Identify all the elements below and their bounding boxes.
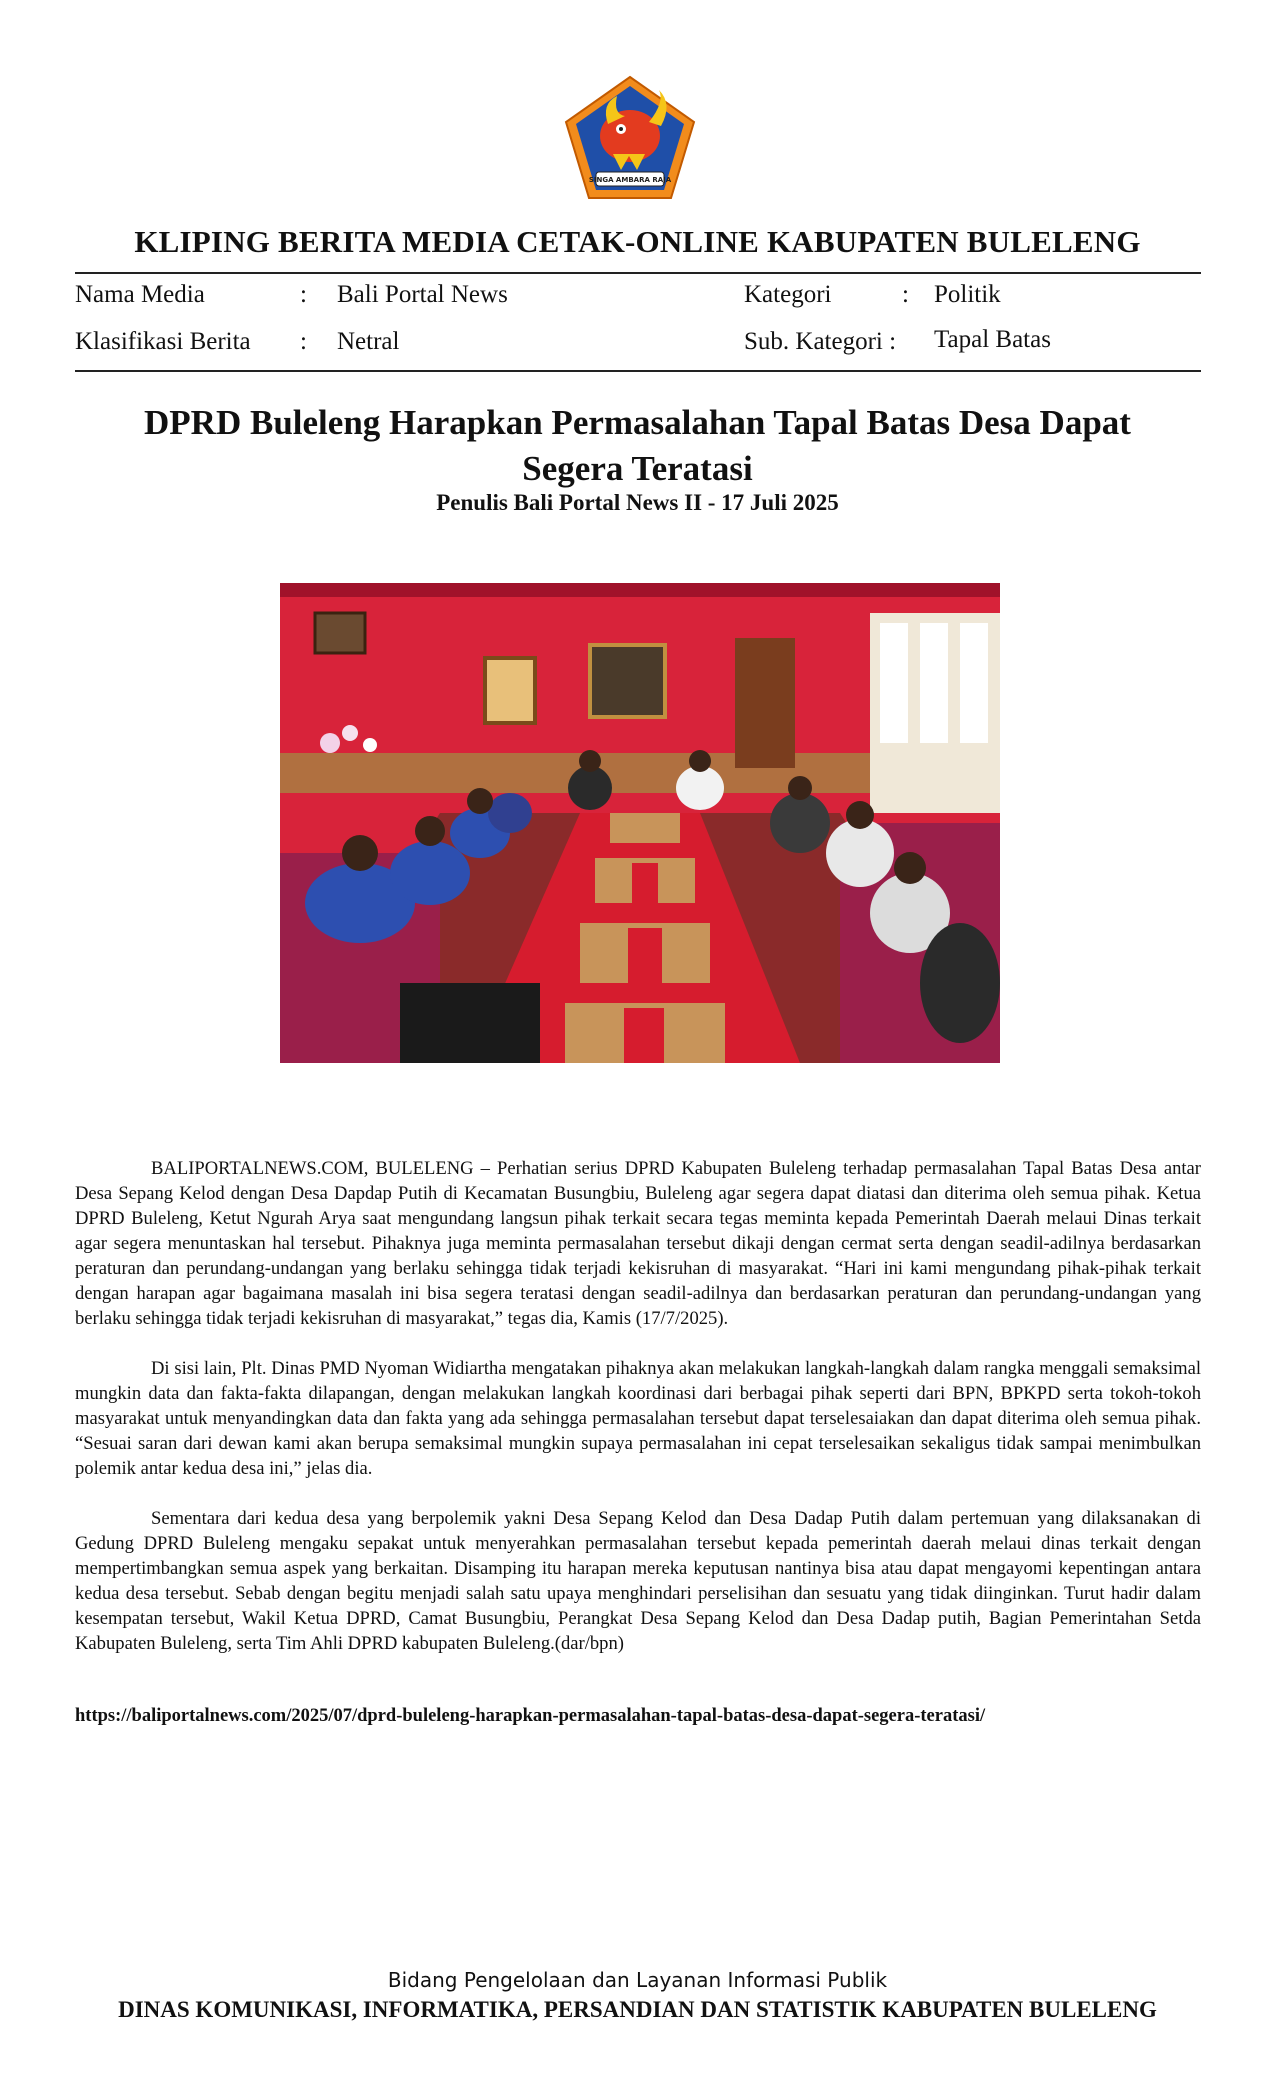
kabupaten-buleleng-logo [563,74,697,202]
kategori-value: Politik [934,281,1001,308]
media-value: Bali Portal News [337,281,508,308]
source-url[interactable]: https://baliportalnews.com/2025/07/dprd-buleleng-harapkan-permasalahan-tapal-batas-desa-dapat-segera-teratasi/ [75,1706,986,1726]
article-photo [280,583,1000,1063]
logo-motto: SINGA AMBARA RAJA [588,176,672,184]
kategori-colon: : [902,281,909,308]
kategori-label: Kategori [744,281,832,308]
article-paragraph: Sementara dari kedua desa yang berpolemik yakni Desa Sepang Kelod dan Desa Dadap Putih dalam pertemuan yang dilaksanakan di Gedung DPRD Buleleng mengaku sepakat untuk menyerahkan permasalahan tersebut kepada pemerintah daerah melaui dinas terkait dengan mempertimbangkan semua aspek yang berkaitan. Disamping itu harapan mereka keputusan nantinya bisa atau dapat mengayomi kepentingan antara kedua desa tersebut. Sebab dengan begitu menjadi salah satu upaya menghindari perselisihan dan sesuatu yang tidak diinginkan. Turut hadir dalam kesempatan tersebut, Wakil Ketua DPRD, Camat Busungbiu, Perangkat Desa Sepang Kelod dan Desa Dadap putih, Bagian Pemerintahan Setda Kabupaten Buleleng, serta Tim Ahli DPRD kabupaten Buleleng.(dar/bpn) [75,1508,1201,1654]
media-label: Nama Media [75,281,205,308]
article-paragraph: BALIPORTALNEWS.COM, BULELENG – Perhatian serius DPRD Kabupaten Buleleng terhadap permasalahan Tapal Batas Desa antar Desa Sepang Kelod dengan Desa Dapdap Putih di Kecamatan Busungbiu, Buleleng agar segera dapat diatasi dan diterima oleh semua pihak. Ketua DPRD Buleleng, Ketut Ngurah Arya saat mengundang langsun pihak terkait secara tegas meminta kepada Pemerintah Daerah melaui Dinas terkait agar segera menuntaskan hal tersebut. Pihaknya juga meminta permasalahan tersebut dikaji dengan cermat serta dengan seadil-adilnya berdasarkan peraturan dan perundang-undangan yang berlaku sehingga tidak terjadi kekisruhan di masyarakat. “Hari ini kami mengundang pihak-pihak terkait dengan harapan agar bagaimana masalah ini bisa segera teratasi dengan seadil-adilnya dan berdasarkan peraturan dan perundang-undangan yang berlaku sehingga tidak terjadi kekisruhan di masyarakat,” tegas dia, Kamis (17/7/2025). [75,1158,1201,1329]
subkategori-label: Sub. Kategori : [744,328,897,355]
document-header-title: KLIPING BERITA MEDIA CETAK-ONLINE KABUPATEN BULELENG [134,224,1141,259]
header-divider-bottom [75,370,1201,372]
media-colon: : [300,281,307,308]
klasifikasi-colon: : [300,328,307,355]
klasifikasi-value: Netral [337,328,400,355]
footer-agency: DINAS KOMUNIKASI, INFORMATIKA, PERSANDIAN DAN STATISTIK KABUPATEN BULELENG [118,1997,1157,2022]
article-paragraph: Di sisi lain, Plt. Dinas PMD Nyoman Widiartha mengatakan pihaknya akan melakukan langkah-langkah dalam rangka menggali semaksimal mungkin data dan fakta-fakta dilapangan, dengan melakukan langkah koordinasi dari berbagai pihak seperti dari BPN, BPKPD serta tokoh-tokoh masyarakat untuk menyandingkan data dan fakta yang ada sehingga permasalahan tersebut dapat terselesaiakan dan dapat diterima oleh semua pihak. “Sesuai saran dari dewan kami akan berupa semaksimal mungkin supaya permasalahan ini cepat terselesaikan sekaligus tidak sampai menimbulkan polemik antar kedua desa ini,” jelas dia. [75,1358,1201,1479]
footer-department: Bidang Pengelolaan dan Layanan Informasi Publik [387,1968,888,1992]
header-divider-top [75,272,1201,274]
klasifikasi-label: Klasifikasi Berita [75,328,251,355]
article-byline: Penulis Bali Portal News II - 17 Juli 2025 [436,490,839,515]
article-body [75,1156,1201,1681]
subkategori-value: Tapal Batas [934,326,1051,353]
article-title: DPRD Buleleng Harapkan Permasalahan Tapal Batas Desa Dapat Segera Teratasi [144,403,1131,488]
